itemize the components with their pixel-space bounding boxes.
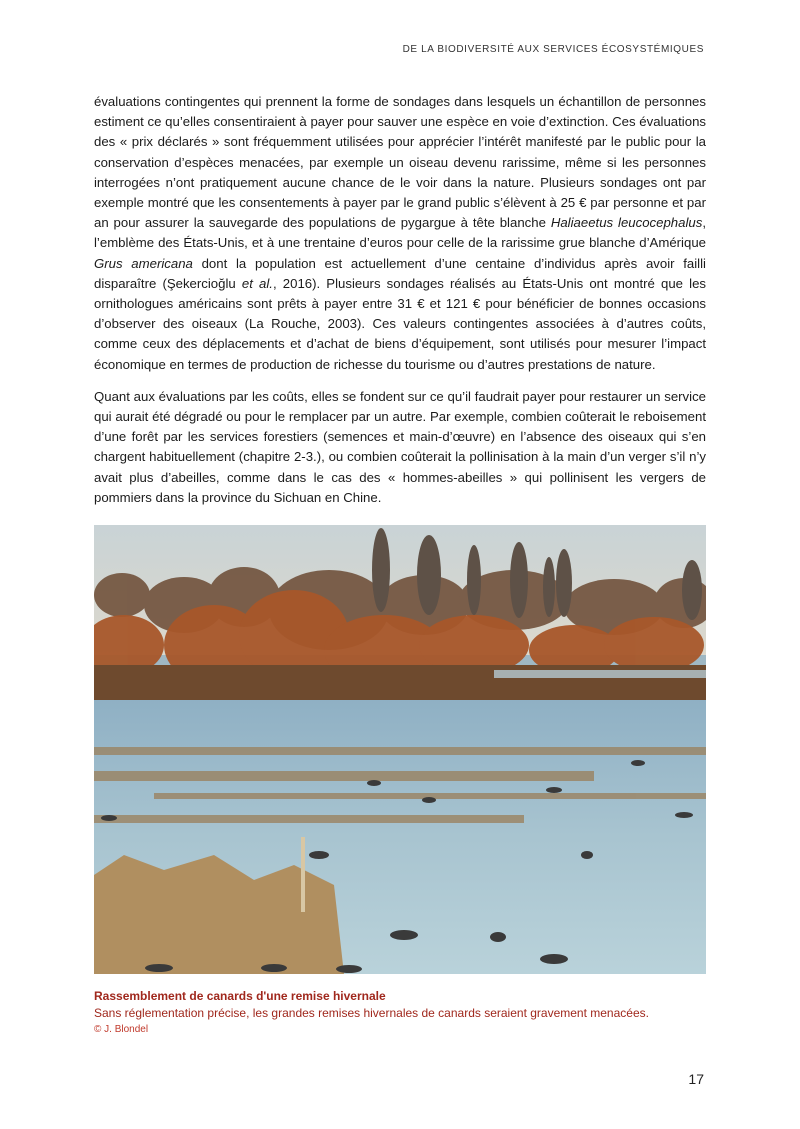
photo-credit: © J. Blondel	[94, 1024, 149, 1035]
paragraph-cost-valuation: Quant aux évaluations par les coûts, elles se fondent sur ce qu’il faudrait payer pour restaurer un service qui aurait été dégradé ou pour le remplacer par un autre. Par exemple, combien coûterait le reboisement d’une forêt par les services forestiers (semences et main-d’œuvre) en l’absence des oiseaux qui s’en chargent habituellement (chapitre 2-3.), ou combien coûterait la pollinisation à la main d’un verger s’il n’y avait plus d’abeilles, comme dans le cas des « hommes-abeilles » qui pollinisent les vergers de pommiers dans la province du Sichuan en Chine.	[94, 388, 706, 505]
page-number: 17	[688, 1071, 704, 1087]
caption-title: Rassemblement de canards d'une remise hivernale	[94, 989, 386, 1003]
citation-etal: et al.	[241, 275, 273, 291]
caption-text: Sans réglementation précise, les grandes remises hivernales de canards seraient gravement menacées.	[94, 1006, 649, 1020]
species-name: Haliaeetus leucocephalus	[550, 215, 703, 231]
paragraph-contingent-valuation: évaluations contingentes qui prennent la forme de sondages dans lesquels un échantillon de personnes estiment ce qu’elles consentiraient à payer pour sauver une espèce en voie d’extinction. Ces évaluations des « prix déclarés » sont fréquemment utilisées pour apprécier l’intérêt manifesté par le public pour la conservation d’espèces menacées, par exemple un oiseau devenu rarissime, même si les personnes interrogées n’ont pratiquement aucune chance de le voir dans la nature. Plusieurs sondages ont par exemple montré que les consentements à payer par le grand public s’élèvent à 25 € par personne et par an pour assurer la sauvegarde des populations de pygargue à tête blanche Haliaeetus leucocephalus, l’emblème des États-Unis, et à une trentaine d’euros pour celle de la rarissime grue blanche d’Amérique Grus americana dont la population est actuellement d’une centaine d’individus après avoir failli disparaître (Şekercioğlu et al., 2016). Plusieurs sondages réalisés au États-Unis ont montré que les ornithologues américains sont prêts à payer entre 31 € et 121 € pour bénéficier de bonnes occasions d’observer des oiseaux (La Rouche, 2003). Ces valeurs contingentes associées à d’autres coûts, comme ceux des déplacements et d’achat de biens d’équipement, sont utilisés pour mesurer l’impact économique en termes de production de richesse du tourisme ou d’autres prestations de nature.	[94, 94, 707, 372]
running-head: DE LA BIODIVERSITÉ AUX SERVICES ÉCOSYSTÉMIQUES	[402, 44, 704, 55]
species-name: Grus americana	[94, 255, 193, 271]
figure-caption	[94, 988, 714, 1037]
body-text	[94, 92, 706, 520]
wetland-ducks-photo	[94, 525, 706, 974]
